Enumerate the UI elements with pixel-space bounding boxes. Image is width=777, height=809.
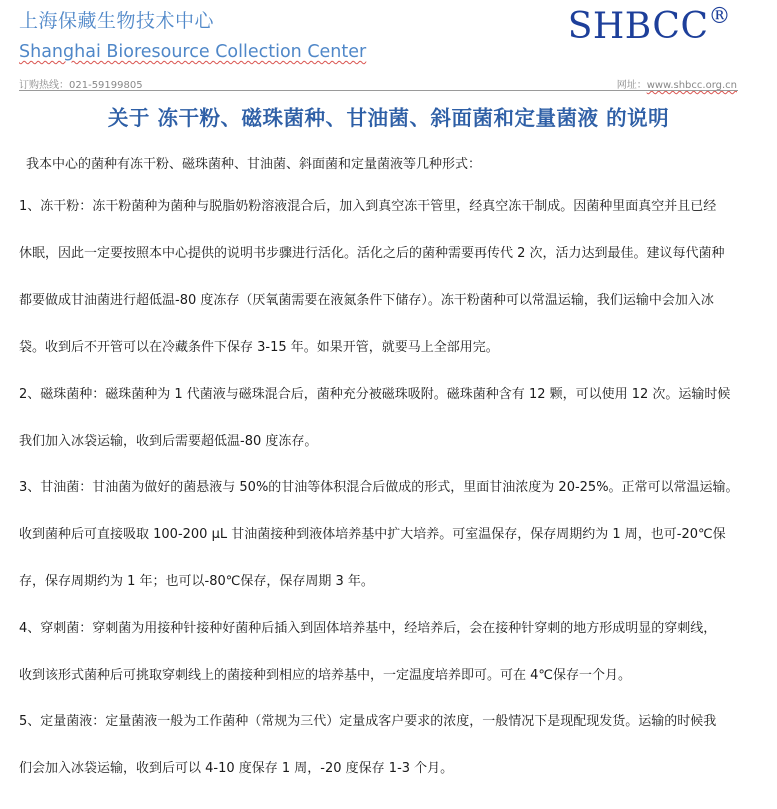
text-line: 都要做成甘油菌进行超低温-80 度冻存（厌氧菌需要在液氮条件下储存）。冻干粉菌种可以常温运输，我们运输中会加入冰 [19,293,714,308]
intro-paragraph: 我本中心的菌种有冻干粉、磁珠菌种、甘油菌、斜面菌和定量菌液等几种形式： [26,157,482,172]
text-line: 存，保存周期约为 1 年；也可以-80℃保存，保存周期 3 年。 [19,574,374,589]
text-line: 收到该形式菌种后可挑取穿刺线上的菌接种到相应的培养基中，一定温度培养即可。可在 4℃保存一个月。 [19,668,632,683]
text-line: 4、穿刺菌：穿刺菌为用接种针接种好菌种后插入到固体培养基中，经培养后，会在接种针穿刺的地方形成明显的穿刺线， [19,621,717,636]
section-quantitative-suspension [19,715,749,809]
website-url[interactable]: www.shbcc.org.cn [646,80,737,91]
org-name-chinese: 上海保藏生物技术中心 [19,10,215,32]
text-line: 收到菌种后可直接吸取 100-200 μL 甘油菌接种到液体培养基中扩大培养。可室温保存，保存周期约为 1 周，也可-20℃保 [19,527,726,542]
document-title: 关于 冻干粉、磁珠菌种、甘油菌、斜面菌和定量菌液 的说明 [107,106,670,130]
text-line: 们会加入冰袋运输，收到后可以 4-10 度保存 1 周，-20 度保存 1-3 个月。 [19,761,454,776]
section-lyophilized-powder [19,200,749,388]
text-line: 3、甘油菌：甘油菌为做好的菌悬液与 50%的甘油等体积混合后做成的形式，里面甘油浓度为 20-25%。正常可以常温运输。 [19,480,739,495]
section-stab-culture [19,622,749,716]
section-magnetic-bead [19,388,749,482]
text-line: 1、冻干粉：冻干粉菌种为菌种与脱脂奶粉溶液混合后，加入到真空冻干管里，经真空冻干制成。因菌种里面真空并且已经 [19,199,717,214]
shbcc-logo [568,6,731,47]
text-line: 袋。收到后不开管可以在冷藏条件下保存 3-15 年。如果开管，就要马上全部用完。 [19,340,499,355]
website [617,76,737,91]
registered-mark: ® [708,4,731,29]
org-name-english-text: Shanghai Bioresource Collection Center [19,42,367,62]
header-divider [19,90,738,91]
letterhead [0,0,777,96]
org-name-english [19,42,366,62]
website-label: 网址： [616,80,647,91]
section-glycerol-stock [19,481,749,622]
text-line: 休眠，因此一定要按照本中心提供的说明书步骤进行活化。活化之后的菌种需要再传代 2 次，活力达到最佳。建议每代菌种 [19,246,725,261]
logo-text: SHBCC [567,6,709,47]
order-hotline: 订购热线：021-59199805 [19,80,143,91]
text-line: 2、磁珠菌种：磁珠菌种为 1 代菌液与磁珠混合后，菌种充分被磁珠吸附。磁珠菌种含有 12 颗，可以使用 12 次。运输时候 [19,387,731,402]
text-line: 我们加入冰袋运输，收到后需要超低温-80 度冻存。 [19,434,318,449]
text-line: 5、定量菌液：定量菌液一般为工作菌种（常规为三代）定量成客户要求的浓度，一般情况下是现配现发货。运输的时候我 [19,714,717,729]
